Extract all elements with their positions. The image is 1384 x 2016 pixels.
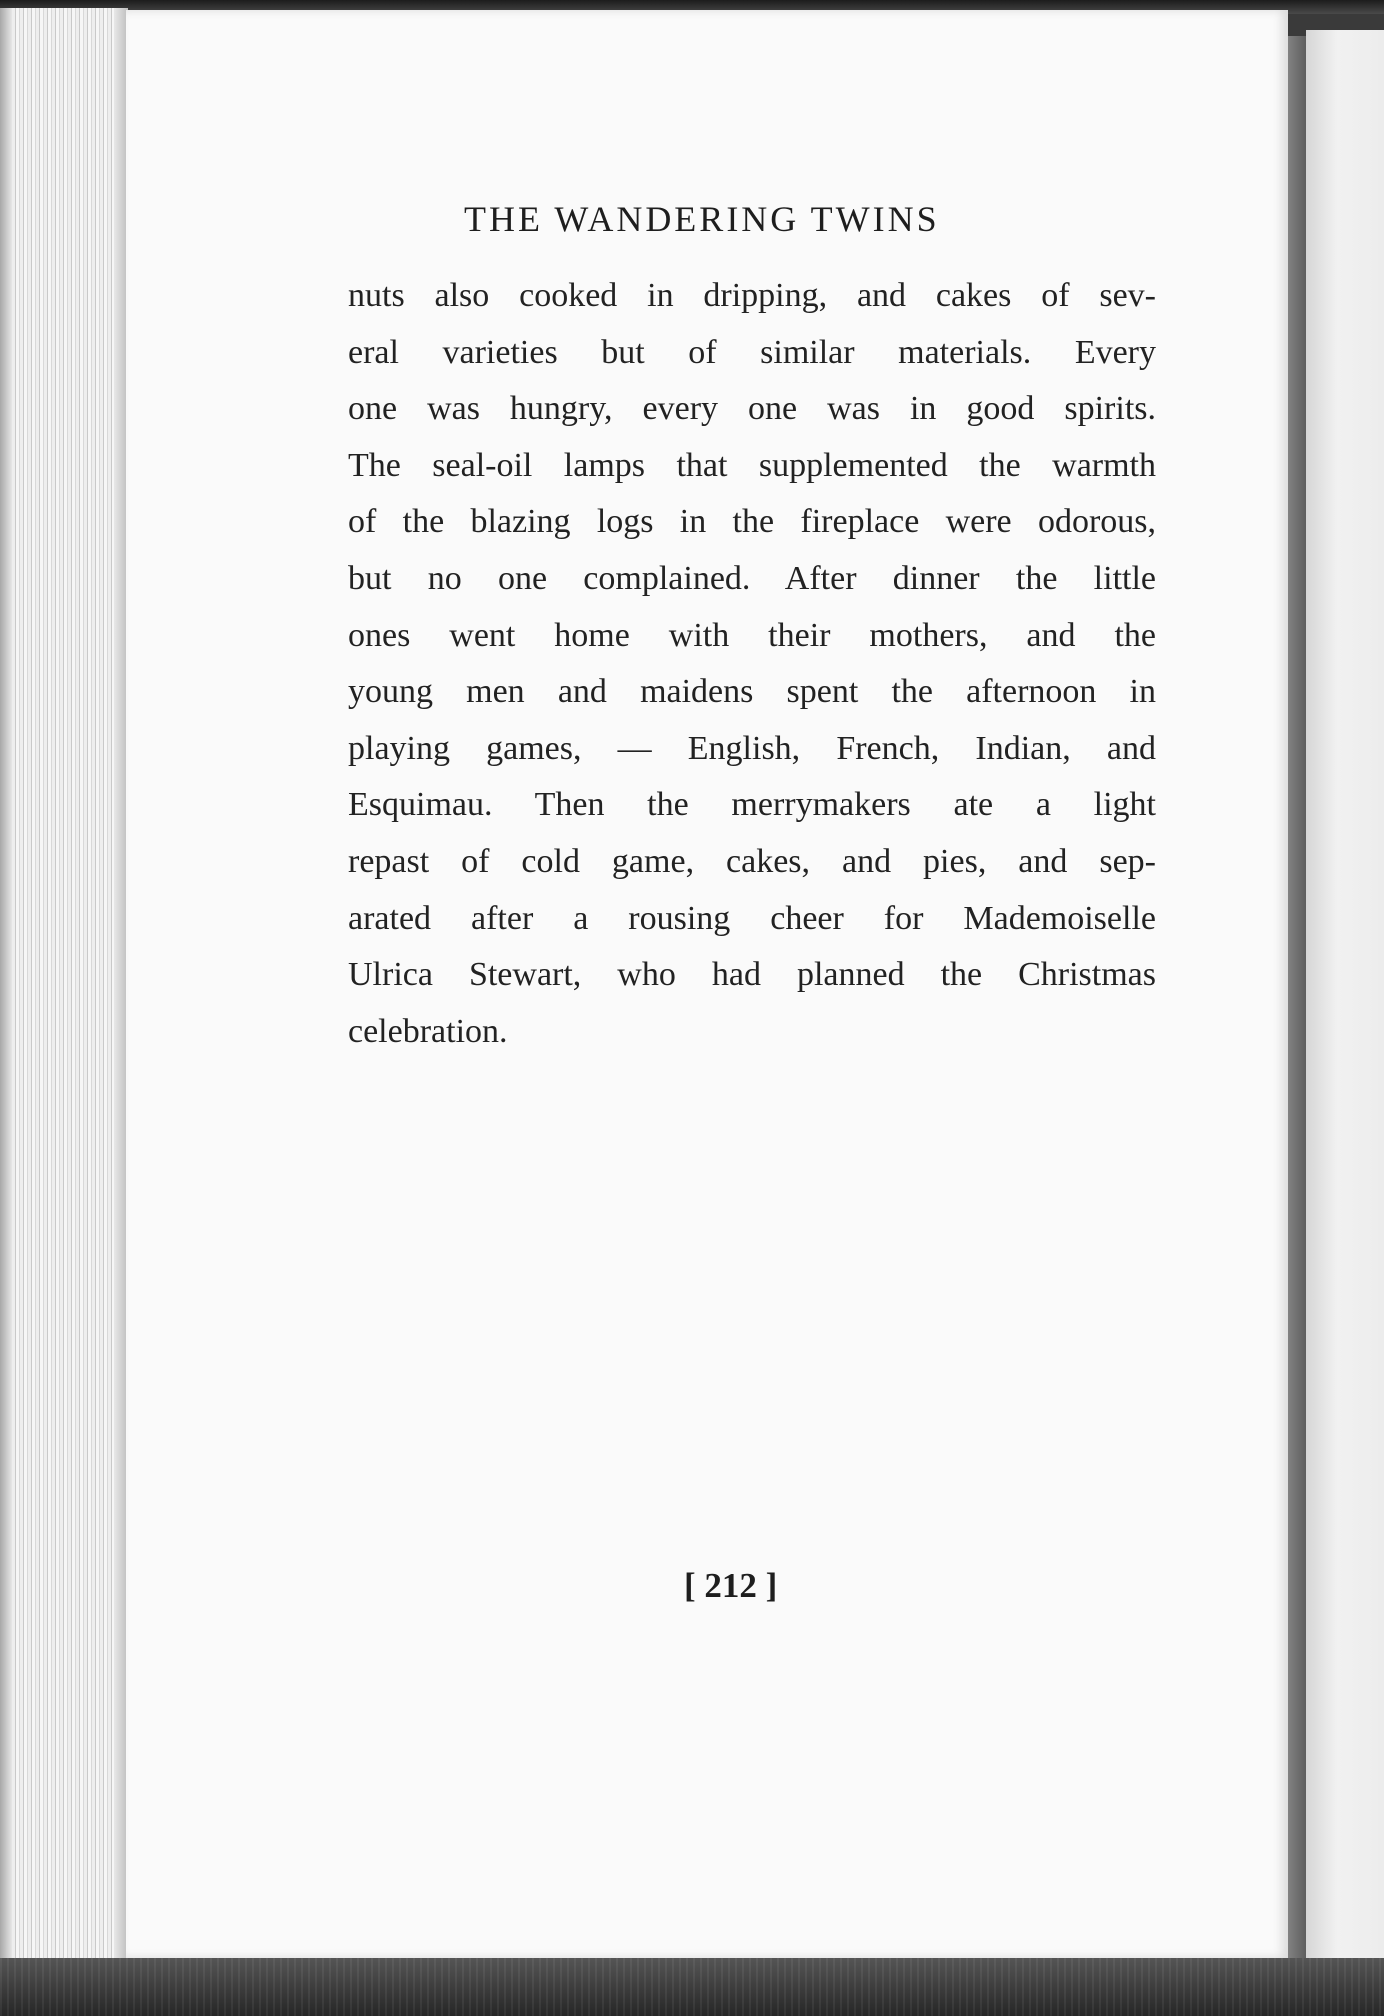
body-text: [348, 268, 1156, 1060]
text-line: Ulrica Stewart, who had planned the Christmas: [348, 956, 1156, 994]
text-line: playing games, — English, French, Indian, and: [348, 729, 1156, 767]
page-stack-edges: [0, 8, 128, 1968]
text-line: repast of cold game, cakes, and pies, and sep-: [348, 842, 1156, 880]
text-line: one was hungry, every one was in good spirits.: [348, 390, 1156, 428]
scan-border-bottom: [0, 1958, 1384, 2016]
text-line: Esquimau. Then the merrymakers ate a light: [348, 786, 1156, 824]
running-head: THE WANDERING TWINS: [464, 199, 940, 239]
next-page-edge: [1306, 30, 1384, 1970]
page-number: [ 212 ]: [684, 1566, 778, 1605]
text-line: nuts also cooked in dripping, and cakes of sev-: [348, 277, 1156, 314]
text-line: The seal-oil lamps that supplemented the warmth: [348, 446, 1156, 484]
text-line: ones went home with their mothers, and the: [348, 616, 1156, 654]
text-line: arated after a rousing cheer for Mademoiselle: [348, 899, 1156, 937]
text-line: of the blazing logs in the fireplace were odorous,: [348, 503, 1156, 541]
text-line-last: celebration.: [348, 1012, 508, 1050]
text-line: young men and maidens spent the afternoon in: [348, 673, 1156, 711]
text-line: but no one complained. After dinner the little: [348, 559, 1156, 597]
text-line: eral varieties but of similar materials. Every: [348, 333, 1156, 371]
